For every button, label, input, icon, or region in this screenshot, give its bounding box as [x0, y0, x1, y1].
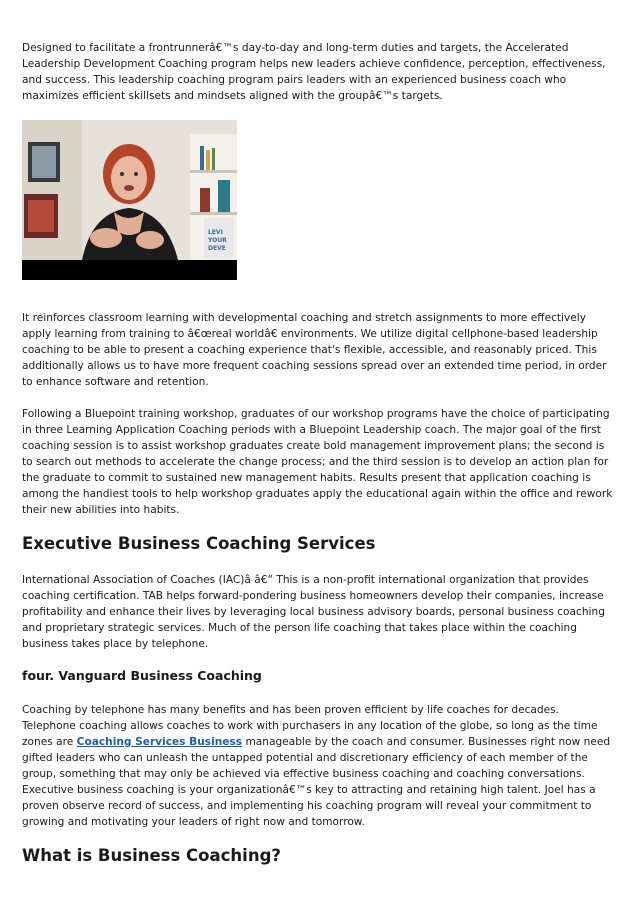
paragraph-text-after-link: manageable by the coach and consumer. Businesses right now need gifted leaders who can unleash the untapped potential and discretionary efficiency of each member of the group, something that may only be achieved via effective business coaching and coaching conversations. Executive business coaching is your organizationâ€™s key to attracting and retaining high talent. Joel has a proven observe record of success, and implementing his coaching program will reveal your commitment to growing and motivating your leaders of right now and tomorrow.	[22, 736, 611, 828]
coaching-services-link[interactable]: Coaching Services Business	[76, 736, 243, 748]
body-paragraph-4: International Association of Coaches (IAC)â â€“ This is a non-profit international organization that provides coaching certification. TAB helps forward-pondering business homeowners develop their companies, increase profitability and enhance their lives by leveraging local business advisory boards, personal business coaching and proprietary strategic services. Much of the person life coaching that takes place within the coaching business takes place by telephone.	[22, 574, 605, 650]
body-paragraph-3: Following a Bluepoint training workshop, graduates of our workshop programs have the choice of participating in three Learning Application Coaching periods with a Bluepoint Leadership coach. The major goal of the first coaching session is to assist workshop graduates create bold management improvement plans; the second is to search out methods to accelerate the change process; and the third session is to develop an action plan for the graduate to commit to sustained new management habits. Results present that application coaching is among the handiest tools to help workshop graduates apply the educational again within the office and rework their new abilities into habits.	[22, 408, 613, 516]
video-controls-bar	[22, 260, 237, 280]
subheading-vanguard: four. Vanguard Business Coaching	[22, 668, 262, 683]
video-frame	[22, 120, 237, 260]
svg-text:LEVI: LEVI	[208, 229, 223, 236]
body-paragraph-2: It reinforces classroom learning with developmental coaching and stretch assignments to more effectively apply learning from training to â€œreal worldâ€ environments. We utilize digital cellphone-based leadership coaching to be able to present a coaching experience that's flexible, accessible, and reasonably priced. This additionally allows us to have more frequent coaching sessions spread over an extended time period, in order to enhance software and retention.	[22, 312, 607, 388]
section-heading-executive: Executive Business Coaching Services	[22, 534, 376, 553]
intro-paragraph: Designed to facilitate a frontrunnerâ€™s day-to-day and long-term duties and targets, the Accelerated Leadership Development Coaching program helps new leaders achieve confidence, perception, effectiveness, and success. This leadership coaching program pairs leaders with an experienced business coach who maximizes efficient skillsets and mindsets aligned with the groupâ€™s targets.	[22, 42, 606, 102]
svg-text:DEVE: DEVE	[208, 245, 226, 252]
paragraph-text-before-link: Coaching by telephone has many benefits and has been proven efficient by life coaches for decades. Telephone coaching allows coaches to work with purchasers in any location of the globe, so long as the time zones are	[22, 704, 598, 748]
body-paragraph-5	[22, 702, 616, 830]
section-heading-what-is: What is Business Coaching?	[22, 846, 281, 865]
video-player[interactable]	[22, 120, 237, 280]
svg-text:YOUR: YOUR	[208, 237, 227, 244]
